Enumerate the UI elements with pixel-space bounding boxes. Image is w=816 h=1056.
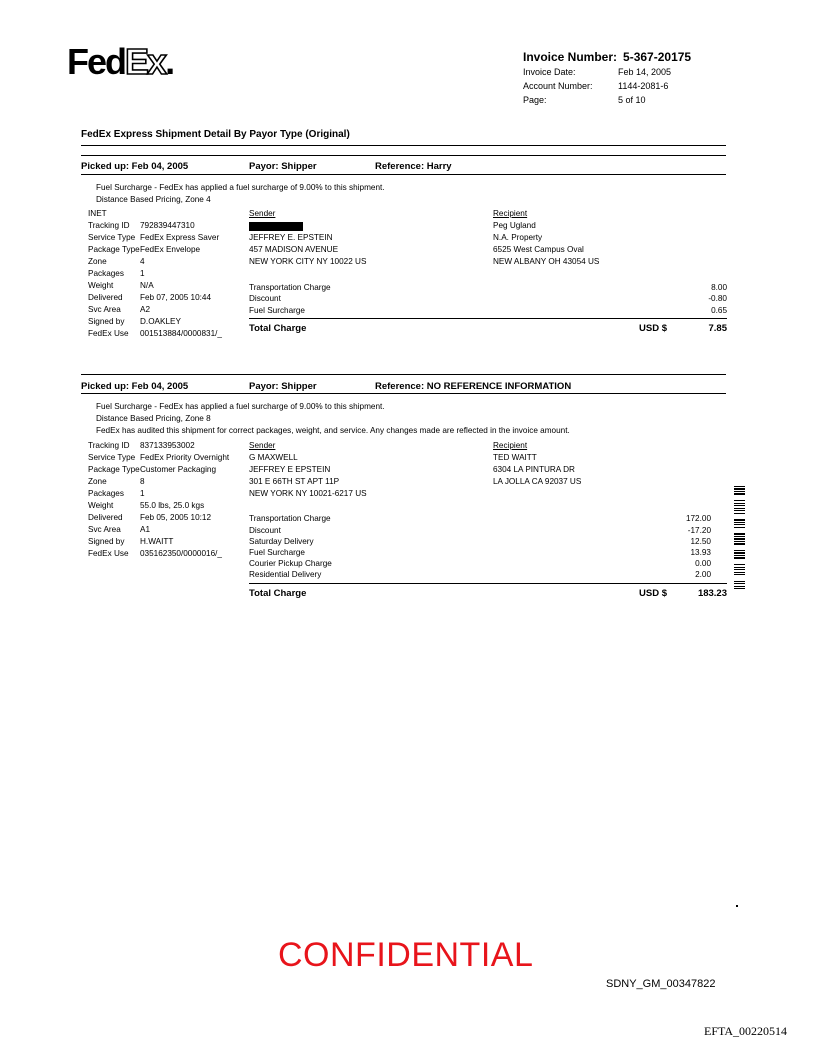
total-label: Total Charge bbox=[249, 323, 307, 334]
sender-line: JEFFREY E. EPSTEIN bbox=[249, 233, 333, 242]
divider bbox=[81, 374, 726, 375]
detail-row bbox=[88, 453, 229, 462]
detail-value: A1 bbox=[140, 525, 151, 534]
detail-row bbox=[88, 209, 140, 218]
efta-number: EFTA_00220514 bbox=[704, 1024, 788, 1038]
detail-row bbox=[88, 233, 219, 242]
detail-key: Tracking ID bbox=[88, 441, 130, 450]
sender-label: Sender bbox=[249, 209, 276, 218]
detail-row bbox=[88, 489, 145, 498]
page-label: Page: bbox=[523, 95, 547, 105]
detail-key: Svc Area bbox=[88, 305, 121, 314]
invoice-date-row bbox=[523, 67, 671, 77]
sender-label: Sender bbox=[249, 441, 276, 450]
detail-key: Signed by bbox=[88, 317, 125, 326]
detail-value: H.WAITT bbox=[140, 537, 174, 546]
detail-value: 1 bbox=[140, 269, 145, 278]
detail-key: Zone bbox=[88, 477, 107, 486]
charge-row bbox=[249, 306, 727, 315]
sender-line: 301 E 66TH ST APT 11P bbox=[249, 477, 340, 486]
recipient-line: TED WAITT bbox=[493, 453, 537, 462]
sender-line: NEW YORK NY 10021-6217 US bbox=[249, 489, 367, 498]
detail-value: FedEx Express Saver bbox=[140, 233, 220, 242]
detail-row bbox=[88, 293, 211, 302]
detail-row bbox=[88, 525, 150, 534]
total-label: Total Charge bbox=[249, 588, 307, 599]
recipient-line: 6525 West Campus Oval bbox=[493, 245, 584, 254]
recipient-line: N.A. Property bbox=[493, 233, 543, 242]
note: Fuel Surcharge - FedEx has applied a fuel surcharge of 9.00% to this shipment. bbox=[96, 183, 385, 192]
total-amount: 183.23 bbox=[697, 588, 727, 599]
page-value: 5 of 10 bbox=[618, 95, 646, 105]
detail-key: Tracking ID bbox=[88, 221, 130, 230]
detail-key: Delivered bbox=[88, 293, 123, 302]
note: FedEx has audited this shipment for correct packages, weight, and service. Any changes made are reflected in the invoice amount. bbox=[96, 426, 570, 435]
charge-row bbox=[249, 526, 711, 535]
charge-label: Discount bbox=[249, 526, 281, 535]
charge-amount: 8.00 bbox=[711, 283, 727, 292]
detail-row bbox=[88, 245, 200, 254]
total-row bbox=[249, 323, 727, 334]
detail-row bbox=[88, 221, 195, 230]
charge-row bbox=[249, 294, 727, 303]
charge-amount: 13.93 bbox=[690, 548, 711, 557]
divider bbox=[81, 174, 726, 175]
detail-key: Package Type bbox=[88, 245, 140, 254]
charge-label: Discount bbox=[249, 294, 281, 303]
sender-line: 457 MADISON AVENUE bbox=[249, 245, 339, 254]
detail-value: Feb 05, 2005 10:12 bbox=[140, 513, 212, 522]
account-number-value: 1144-2081-6 bbox=[618, 81, 669, 91]
detail-value: 8 bbox=[140, 477, 145, 486]
picked-up: Picked up: Feb 04, 2005 bbox=[81, 381, 189, 392]
picked-up: Picked up: Feb 04, 2005 bbox=[81, 161, 189, 172]
charge-label: Fuel Surcharge bbox=[249, 306, 305, 315]
charge-amount: -0.80 bbox=[708, 294, 727, 303]
detail-value: 1 bbox=[140, 489, 145, 498]
detail-key: Zone bbox=[88, 257, 107, 266]
total-currency: USD $ bbox=[639, 323, 667, 334]
detail-row bbox=[88, 281, 154, 290]
stray-mark bbox=[736, 905, 738, 907]
confidential-stamp: CONFIDENTIAL bbox=[278, 936, 534, 974]
charge-row bbox=[249, 514, 711, 523]
total-currency: USD $ bbox=[639, 588, 667, 599]
note: Distance Based Pricing, Zone 4 bbox=[96, 195, 211, 204]
detail-value: 4 bbox=[140, 257, 145, 266]
detail-key: Service Type bbox=[88, 233, 136, 242]
recipient-line: Peg Ugland bbox=[493, 221, 536, 230]
charge-amount: 2.00 bbox=[695, 570, 711, 579]
charge-label: Residential Delivery bbox=[249, 570, 322, 579]
account-number-row bbox=[523, 81, 668, 91]
section-title: FedEx Express Shipment Detail By Payor Type (Original) bbox=[81, 129, 350, 140]
detail-key: Signed by bbox=[88, 537, 125, 546]
redaction-bar bbox=[249, 222, 303, 231]
charge-amount: 12.50 bbox=[690, 537, 711, 546]
detail-row bbox=[88, 305, 150, 314]
detail-value: D.OAKLEY bbox=[140, 317, 181, 326]
logo-ex: Ex bbox=[125, 41, 166, 82]
charge-row bbox=[249, 559, 711, 568]
detail-key: Service Type bbox=[88, 453, 136, 462]
recipient-label: Recipient bbox=[493, 209, 528, 218]
detail-value: FedEx Envelope bbox=[140, 245, 201, 254]
charge-label: Fuel Surcharge bbox=[249, 548, 305, 557]
reference: Reference: Harry bbox=[375, 161, 452, 172]
charge-row bbox=[249, 570, 711, 579]
divider bbox=[81, 155, 726, 156]
detail-row bbox=[88, 329, 222, 338]
total-amount: 7.85 bbox=[708, 323, 727, 334]
charge-label: Transportation Charge bbox=[249, 514, 331, 523]
charge-row bbox=[249, 537, 711, 546]
detail-row bbox=[88, 269, 145, 278]
detail-key: Svc Area bbox=[88, 525, 121, 534]
detail-row bbox=[88, 465, 216, 474]
logo-dot: . bbox=[165, 41, 174, 82]
detail-row bbox=[88, 257, 145, 266]
barcode bbox=[734, 486, 745, 591]
detail-row bbox=[88, 317, 181, 326]
charge-label: Courier Pickup Charge bbox=[249, 559, 332, 568]
detail-value: 837133953002 bbox=[140, 441, 195, 450]
detail-value: A2 bbox=[140, 305, 151, 314]
divider bbox=[249, 318, 727, 319]
payor: Payor: Shipper bbox=[249, 161, 317, 172]
invoice-date-label: Invoice Date: bbox=[523, 67, 576, 77]
page-row bbox=[523, 95, 646, 105]
note: Distance Based Pricing, Zone 8 bbox=[96, 414, 211, 423]
payor: Payor: Shipper bbox=[249, 381, 317, 392]
charge-row bbox=[249, 548, 711, 557]
reference: Reference: NO REFERENCE INFORMATION bbox=[375, 381, 572, 392]
detail-key: Packages bbox=[88, 269, 124, 278]
detail-key: FedEx Use bbox=[88, 549, 129, 558]
charge-amount: 172.00 bbox=[685, 514, 711, 523]
detail-key: Delivered bbox=[88, 513, 123, 522]
sender-line: NEW YORK CITY NY 10022 US bbox=[249, 257, 367, 266]
recipient-line: 6304 LA PINTURA DR bbox=[493, 465, 575, 474]
invoice-number-value: 5-367-20175 bbox=[623, 50, 692, 64]
detail-row bbox=[88, 441, 195, 450]
recipient-label: Recipient bbox=[493, 441, 528, 450]
detail-row bbox=[88, 477, 145, 486]
detail-value: 55.0 lbs, 25.0 kgs bbox=[140, 501, 205, 510]
divider bbox=[81, 393, 726, 394]
bates-number: SDNY_GM_00347822 bbox=[606, 978, 716, 990]
recipient-line: NEW ALBANY OH 43054 US bbox=[493, 257, 600, 266]
sender-line: G MAXWELL bbox=[249, 453, 298, 462]
detail-value: Customer Packaging bbox=[140, 465, 216, 474]
invoice-number-label: Invoice Number: bbox=[523, 50, 618, 64]
detail-value: FedEx Priority Overnight bbox=[140, 453, 230, 462]
account-number-label: Account Number: bbox=[523, 81, 593, 91]
charge-amount: -17.20 bbox=[687, 526, 711, 535]
charge-amount: 0.65 bbox=[711, 306, 727, 315]
detail-key: FedEx Use bbox=[88, 329, 129, 338]
charge-label: Saturday Delivery bbox=[249, 537, 314, 546]
detail-key: Packages bbox=[88, 489, 124, 498]
invoice-date-value: Feb 14, 2005 bbox=[618, 67, 672, 77]
logo-fed: Fed bbox=[67, 41, 126, 82]
detail-key: Weight bbox=[88, 501, 114, 510]
invoice-number bbox=[523, 50, 691, 64]
total-row bbox=[249, 588, 727, 599]
detail-key: Weight bbox=[88, 281, 114, 290]
detail-row bbox=[88, 513, 211, 522]
detail-row bbox=[88, 501, 204, 510]
charge-amount: 0.00 bbox=[695, 559, 711, 568]
detail-value: 792839447310 bbox=[140, 221, 195, 230]
detail-value: 001513884/0000831/_ bbox=[140, 329, 222, 338]
detail-row bbox=[88, 537, 173, 546]
detail-key: INET bbox=[88, 209, 107, 218]
sender-line: JEFFREY E EPSTEIN bbox=[249, 465, 331, 474]
note: Fuel Surcharge - FedEx has applied a fuel surcharge of 9.00% to this shipment. bbox=[96, 402, 385, 411]
recipient-line: LA JOLLA CA 92037 US bbox=[493, 477, 582, 486]
divider bbox=[81, 145, 726, 146]
divider bbox=[249, 583, 727, 584]
detail-value: N/A bbox=[140, 281, 154, 290]
detail-value: 035162350/0000016/_ bbox=[140, 549, 222, 558]
detail-key: Package Type bbox=[88, 465, 140, 474]
detail-row bbox=[88, 549, 222, 558]
charge-row bbox=[249, 283, 727, 292]
detail-value: Feb 07, 2005 10:44 bbox=[140, 293, 212, 302]
fedex-logo bbox=[67, 41, 174, 82]
charge-label: Transportation Charge bbox=[249, 283, 331, 292]
